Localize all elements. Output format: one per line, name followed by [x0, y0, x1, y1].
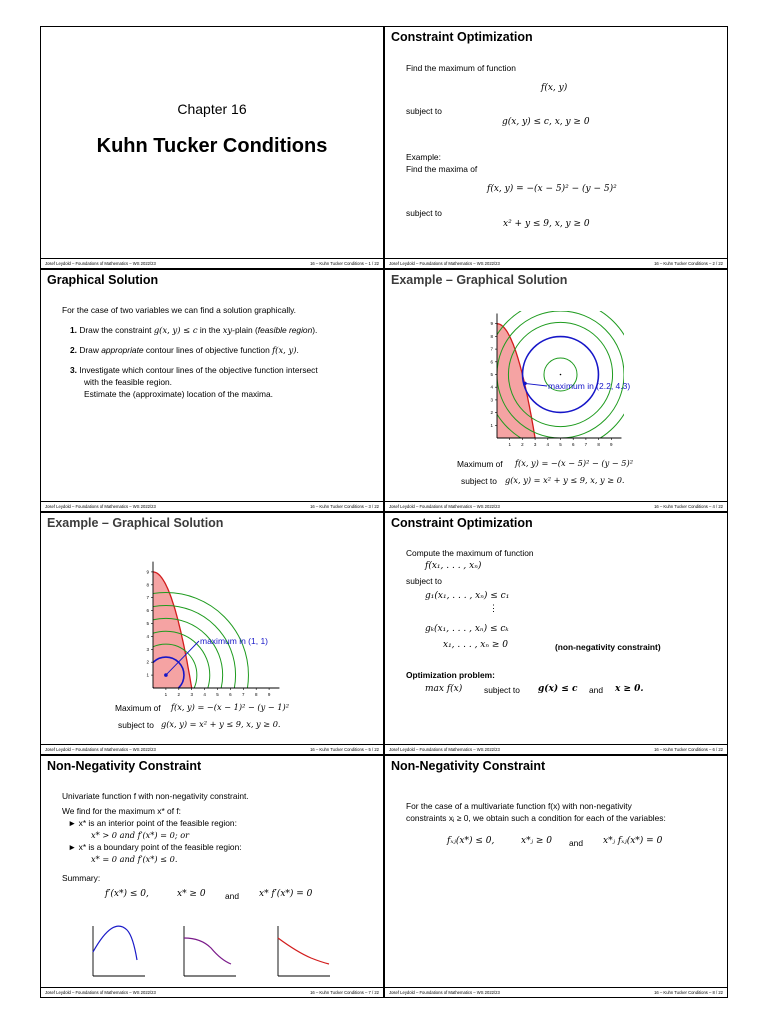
text-line-2: constraints xⱼ ≥ 0, we obtain such a condition for each of the variables: — [406, 813, 666, 823]
slide-footer — [41, 258, 383, 268]
slide-title: Constraint Optimization — [391, 30, 533, 44]
y-tick-label: 5 — [490, 372, 493, 377]
math-constraint: g(x, y) ≤ c, x, y ≥ 0 — [502, 117, 590, 127]
math-vdots: ⋮ — [489, 603, 498, 613]
list-item-3-line-3: Estimate the (approximate) location of the maxima. — [84, 389, 273, 399]
list-math: g(x, y) ≤ c — [153, 325, 198, 335]
math-nonneg: x₁, . . . , xₙ ≥ 0 — [443, 640, 509, 650]
list-number: 1. — [70, 325, 77, 335]
slide-title: Example – Graphical Solution — [47, 516, 224, 530]
x-tick-label: 6 — [229, 692, 232, 697]
footer-page: 16 – Kuhn Tucker Conditions – 7 / 22 — [310, 990, 379, 995]
list-emphasis: appropriate — [101, 345, 144, 355]
math-s2: x* ≥ 0 — [177, 889, 206, 899]
list-number: 3. — [70, 365, 77, 375]
y-tick-label: 7 — [490, 346, 493, 352]
x-tick-label: 1 — [508, 442, 511, 447]
curve-boundary-negative-derivative — [278, 926, 330, 976]
slide-7-non-negativity — [40, 755, 384, 998]
y-tick-label: 7 — [146, 595, 149, 601]
list-number: 2. — [70, 345, 77, 355]
x-tick-label: 4 — [203, 692, 206, 697]
y-tick-label: 8 — [490, 333, 493, 339]
list-item-1 — [70, 325, 317, 335]
math-c2: x*ⱼ ≥ 0 — [521, 836, 552, 846]
math-problem-x: x ≥ 0. — [615, 684, 644, 694]
footer-page: 16 – Kuhn Tucker Conditions – 6 / 22 — [654, 747, 723, 752]
annotation-pointer — [525, 383, 547, 386]
slide-footer — [385, 744, 727, 754]
math-problem-g: g(x) ≤ c — [538, 684, 578, 694]
text-subject-to: subject to — [406, 576, 442, 586]
footer-author: Josef Leydold – Foundations of Mathematics – WS 2022/23 — [389, 990, 500, 995]
slide-2-constraint-optimization — [384, 26, 728, 269]
math-s3: x* f′(x*) = 0 — [259, 889, 313, 899]
text-summary: Summary: — [62, 873, 101, 883]
x-tick-label: 9 — [267, 692, 271, 697]
list-text: Investigate which contour lines of the objective function intersect — [79, 365, 318, 375]
text-find-maxima: Find the maxima of — [406, 164, 478, 174]
slide-8-non-negativity — [384, 755, 728, 998]
slide-footer — [385, 987, 727, 997]
list-text: -plain ( — [232, 325, 258, 335]
math-b2: x* = 0 and f′(x*) ≤ 0. — [91, 854, 178, 864]
math-f: f(x, y) — [541, 83, 568, 93]
list-text: . — [296, 345, 299, 355]
curve-interior-maximum — [93, 926, 145, 976]
x-tick-label: 7 — [242, 692, 245, 697]
text-find: We find for the maximum x* of f: — [62, 806, 181, 816]
list-text: Draw — [79, 345, 102, 355]
list-text: ). — [312, 325, 318, 335]
footer-page: 16 – Kuhn Tucker Conditions – 1 / 22 — [310, 261, 379, 266]
triangle-bullet-icon: ► — [68, 842, 77, 852]
y-tick-label: 3 — [146, 646, 149, 652]
slide-4-example-graphical — [384, 269, 728, 512]
x-tick-label: 5 — [216, 692, 219, 697]
bullet-text: x* is an interior point of the feasible region: — [78, 818, 237, 828]
x-tick-label: 7 — [584, 442, 588, 447]
text-line-1: For the case of a multivariate function f(x) with non-negativity — [406, 801, 632, 811]
math-problem-max: max f(x) — [425, 684, 463, 694]
x-tick-label: 3 — [533, 442, 537, 447]
slide-title: Non-Negativity Constraint — [47, 759, 202, 773]
feasible-region — [497, 324, 535, 438]
y-tick-label: 8 — [146, 582, 149, 588]
slide-title: Constraint Optimization — [391, 516, 533, 530]
bullet-text: x* is a boundary point of the feasible region: — [78, 842, 242, 852]
objective-center — [560, 374, 562, 376]
y-tick-label: 2 — [146, 659, 149, 665]
footer-author: Josef Leydold – Foundations of Mathematics – WS 2022/23 — [45, 747, 156, 752]
footer-author: Josef Leydold – Foundations of Mathematics – WS 2022/23 — [389, 747, 500, 752]
y-tick-label: 1 — [490, 422, 493, 428]
footer-page: 16 – Kuhn Tucker Conditions – 5 / 22 — [310, 747, 379, 752]
text-s-and: and — [225, 891, 239, 901]
footer-author: Josef Leydold – Foundations of Mathematics – WS 2022/23 — [45, 261, 156, 266]
slide-3-graphical-solution — [40, 269, 384, 512]
curve-boundary-zero-derivative — [184, 926, 236, 976]
list-math: xy — [222, 325, 233, 335]
text-c-and: and — [569, 838, 583, 848]
x-tick-label: 2 — [521, 442, 524, 447]
math-f: f(x₁, . . . , xₙ) — [425, 561, 482, 571]
triangle-bullet-icon: ► — [68, 818, 77, 828]
annotation-label: maximum in (1, 1) — [200, 636, 269, 646]
y-tick-label: 2 — [490, 410, 493, 416]
x-tick-label: 1 — [164, 692, 168, 697]
maximum-point — [164, 673, 168, 677]
slide-1-title — [40, 26, 384, 269]
math-c1: fₓⱼ(x*) ≤ 0, — [447, 836, 495, 846]
list-math: f(x, y) — [272, 345, 297, 355]
slide-title: Non-Negativity Constraint — [391, 759, 546, 773]
x-tick-label: 8 — [597, 442, 600, 447]
text-problem-label: Optimization problem: — [406, 670, 495, 680]
y-tick-label: 6 — [490, 359, 493, 365]
annotation-label: maximum in (2.2, 4.3) — [548, 381, 631, 391]
math-example-f: f(x, y) = −(x − 5)² − (y − 5)² — [487, 184, 617, 194]
footer-author: Josef Leydold – Foundations of Mathematics – WS 2022/23 — [45, 990, 156, 995]
list-item-2 — [70, 345, 299, 355]
slide-6-constraint-optimization — [384, 512, 728, 755]
y-tick-label: 5 — [146, 621, 149, 626]
footer-page: 16 – Kuhn Tucker Conditions – 3 / 22 — [310, 504, 379, 509]
footer-page: 16 – Kuhn Tucker Conditions – 8 / 22 — [654, 990, 723, 995]
x-tick-label: 2 — [177, 692, 181, 697]
text-problem-and: and — [589, 685, 603, 695]
text-max-of: Maximum of — [457, 459, 503, 469]
y-tick-label: 9 — [146, 569, 149, 575]
example-curves — [41, 756, 384, 998]
text-compute: Compute the maximum of function — [406, 548, 534, 558]
text-max-of: Maximum of — [115, 703, 161, 713]
text-problem-subject: subject to — [484, 685, 520, 695]
footer-author: Josef Leydold – Foundations of Mathematics – WS 2022/23 — [389, 261, 500, 266]
math-s1: f′(x*) ≤ 0, — [105, 889, 149, 899]
chapter-title: Kuhn Tucker Conditions — [96, 135, 328, 157]
math-b1: x* > 0 and f′(x*) = 0; or — [91, 830, 190, 840]
slide-title: Example – Graphical Solution — [391, 273, 568, 287]
slide-footer — [41, 501, 383, 511]
slide-footer — [41, 987, 383, 997]
x-tick-label: 4 — [546, 442, 550, 447]
slide-title: Graphical Solution — [47, 273, 159, 287]
text-nonneg-label: (non-negativity constraint) — [555, 642, 661, 652]
y-tick-label: 4 — [490, 384, 493, 390]
list-text: in the — [197, 325, 223, 335]
footer-page: 16 – Kuhn Tucker Conditions – 2 / 22 — [654, 261, 723, 266]
math-example-constraint: x² + y ≤ 9, x, y ≥ 0 — [503, 219, 590, 229]
feasible-region — [153, 572, 192, 688]
y-tick-label: 1 — [146, 672, 149, 678]
text-subject-to: subject to — [118, 720, 154, 730]
text-example: Example: — [406, 152, 441, 162]
math-gk: gₖ(x₁, . . . , xₙ) ≤ cₖ — [425, 624, 509, 634]
text-univariate: Univariate function f with non-negativity constraint. — [62, 791, 249, 801]
list-text: contour lines of objective function — [143, 345, 273, 355]
math-g: g(x, y) = x² + y ≤ 9, x, y ≥ 0. — [161, 719, 281, 729]
text-subject-to: subject to — [461, 476, 497, 486]
y-tick-label: 6 — [146, 608, 149, 614]
y-tick-label: 3 — [490, 397, 493, 403]
math-c3: x*ⱼ fₓⱼ(x*) = 0 — [603, 836, 663, 846]
chapter-label: Chapter 16 — [177, 101, 247, 117]
slide-footer — [385, 501, 727, 511]
slide-footer — [41, 744, 383, 754]
slide-footer — [385, 258, 727, 268]
math-f: f(x, y) = −(x − 5)² − (y − 5)² — [515, 458, 633, 468]
footer-page: 16 – Kuhn Tucker Conditions – 4 / 22 — [654, 504, 723, 509]
maximum-point — [523, 382, 527, 386]
footer-author: Josef Leydold – Foundations of Mathematics – WS 2022/23 — [389, 504, 500, 509]
x-tick-label: 5 — [559, 442, 562, 447]
footer-author: Josef Leydold – Foundations of Mathematics – WS 2022/23 — [45, 504, 156, 509]
text-intro: For the case of two variables we can find a solution graphically. — [62, 305, 296, 315]
x-tick-label: 8 — [254, 692, 258, 697]
text-subject-to-2: subject to — [406, 208, 442, 218]
text-subject-to: subject to — [406, 106, 442, 116]
x-tick-label: 6 — [571, 442, 575, 447]
x-tick-label: 9 — [610, 442, 613, 447]
math-f: f(x, y) = −(x − 1)² − (y − 1)² — [171, 702, 289, 712]
y-tick-label: 9 — [490, 321, 493, 327]
math-g1: g₁(x₁, . . . , xₙ) ≤ c₁ — [425, 591, 510, 601]
text-find-max: Find the maximum of function — [406, 63, 516, 73]
y-tick-label: 4 — [146, 633, 149, 639]
x-tick-label: 3 — [190, 692, 193, 697]
list-item-3 — [70, 365, 318, 375]
list-text: Draw the constraint — [79, 325, 154, 335]
list-emphasis: feasible region — [257, 325, 313, 335]
slide-5-example-graphical — [40, 512, 384, 755]
list-item-3-line-2: with the feasible region. — [84, 377, 172, 387]
math-g: g(x, y) = x² + y ≤ 9, x, y ≥ 0. — [505, 475, 625, 485]
